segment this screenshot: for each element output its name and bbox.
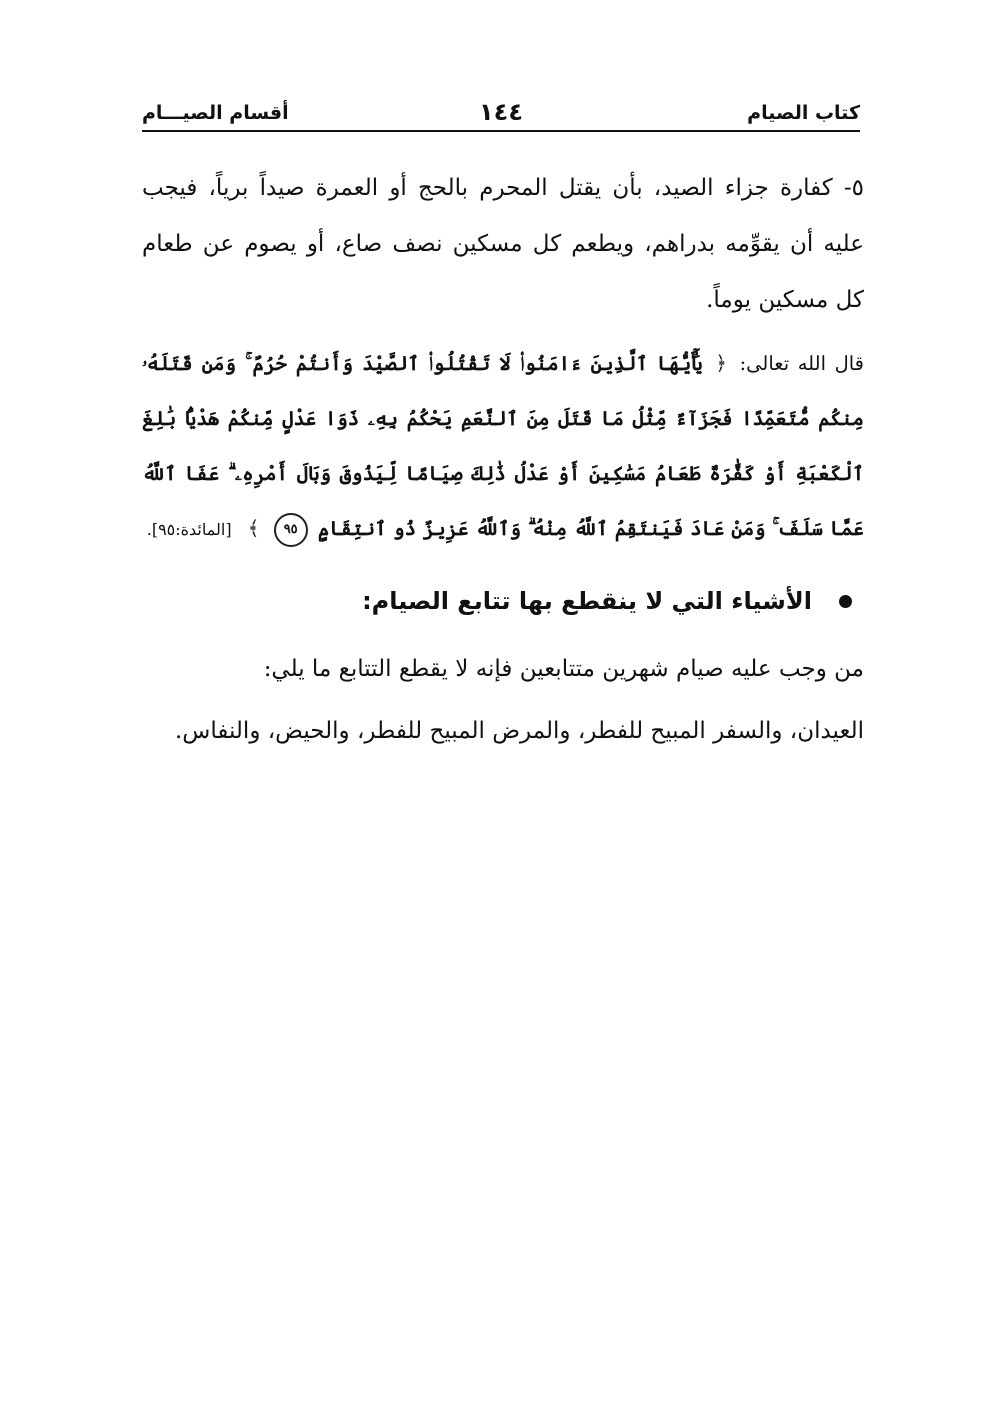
page-header	[142, 98, 860, 132]
close-ornate-bracket: ﴾	[247, 516, 260, 540]
page-body	[142, 160, 864, 759]
quran-quote	[142, 336, 864, 557]
open-ornate-bracket: ﴿	[715, 351, 727, 375]
list-item-5: ٥- كفارة جزاء الصيد، بأن يقتل المحرم بالحج أو العمرة صيداً برياً، فيجب عليه أن يقوِّمه بدراهم، ويطعم كل مسكين نصف صاع، أو يصوم عن طعام كل مسكين يوماً.	[142, 175, 864, 313]
section-paragraph-1: من وجب عليه صيام شهرين متتابعين فإنه لا يقطع التتابع ما يلي:	[263, 656, 864, 682]
book-title: كتاب الصيام	[747, 102, 860, 124]
section-paragraph-2: العيدان، والسفر المبيح للفطر، والمرض المبيح للفطر، والحيض، والنفاس.	[174, 718, 864, 744]
header-divider	[142, 130, 860, 132]
section-heading	[142, 581, 864, 621]
bullet-icon	[839, 595, 852, 608]
ayah-number-medallion: ٩٥	[274, 513, 308, 547]
surah-reference: [المائدة:٩٥].	[146, 520, 232, 539]
ayah-text: يَٰٓأَيُّهَا ٱلَّذِينَ ءَامَنُوا۟ لَا تَقْتُلُوا۟ ٱلصَّيْدَ وَأَنتُمْ حُرُمٌ ۚ وَمَن قَتَلَهُۥ مِنكُم مُّتَعَمِّدًا فَجَزَآءٌ مِّثْلُ مَا قَتَلَ مِنَ ٱلنَّعَمِ يَحْكُمُ بِهِۦ ذَوَا عَدْلٍ مِّنكُمْ هَدْيًۢا بَٰلِغَ ٱلْكَعْبَةِ أَوْ كَفَّٰرَةٌ طَعَامُ مَسَٰكِينَ أَوْ عَدْلُ ذَٰلِكَ صِيَامًا لِّيَذُوقَ وَبَالَ أَمْرِهِۦ ۗ عَفَا ٱللَّهُ عَمَّا سَلَفَ ۚ وَمَنْ عَادَ فَيَنتَقِمُ ٱللَّهُ مِنْهُ ۗ وَٱللَّهُ عَزِيزٌ ذُو ٱنتِقَامٍ	[142, 352, 864, 540]
quote-intro: قال الله تعالى:	[739, 352, 865, 375]
chapter-title: أقسام الصيـــام	[142, 102, 289, 124]
section-heading-text: الأشياء التي لا ينقطع بها تتابع الصيام:	[362, 587, 812, 615]
page-number: ١٤٤	[479, 98, 523, 126]
